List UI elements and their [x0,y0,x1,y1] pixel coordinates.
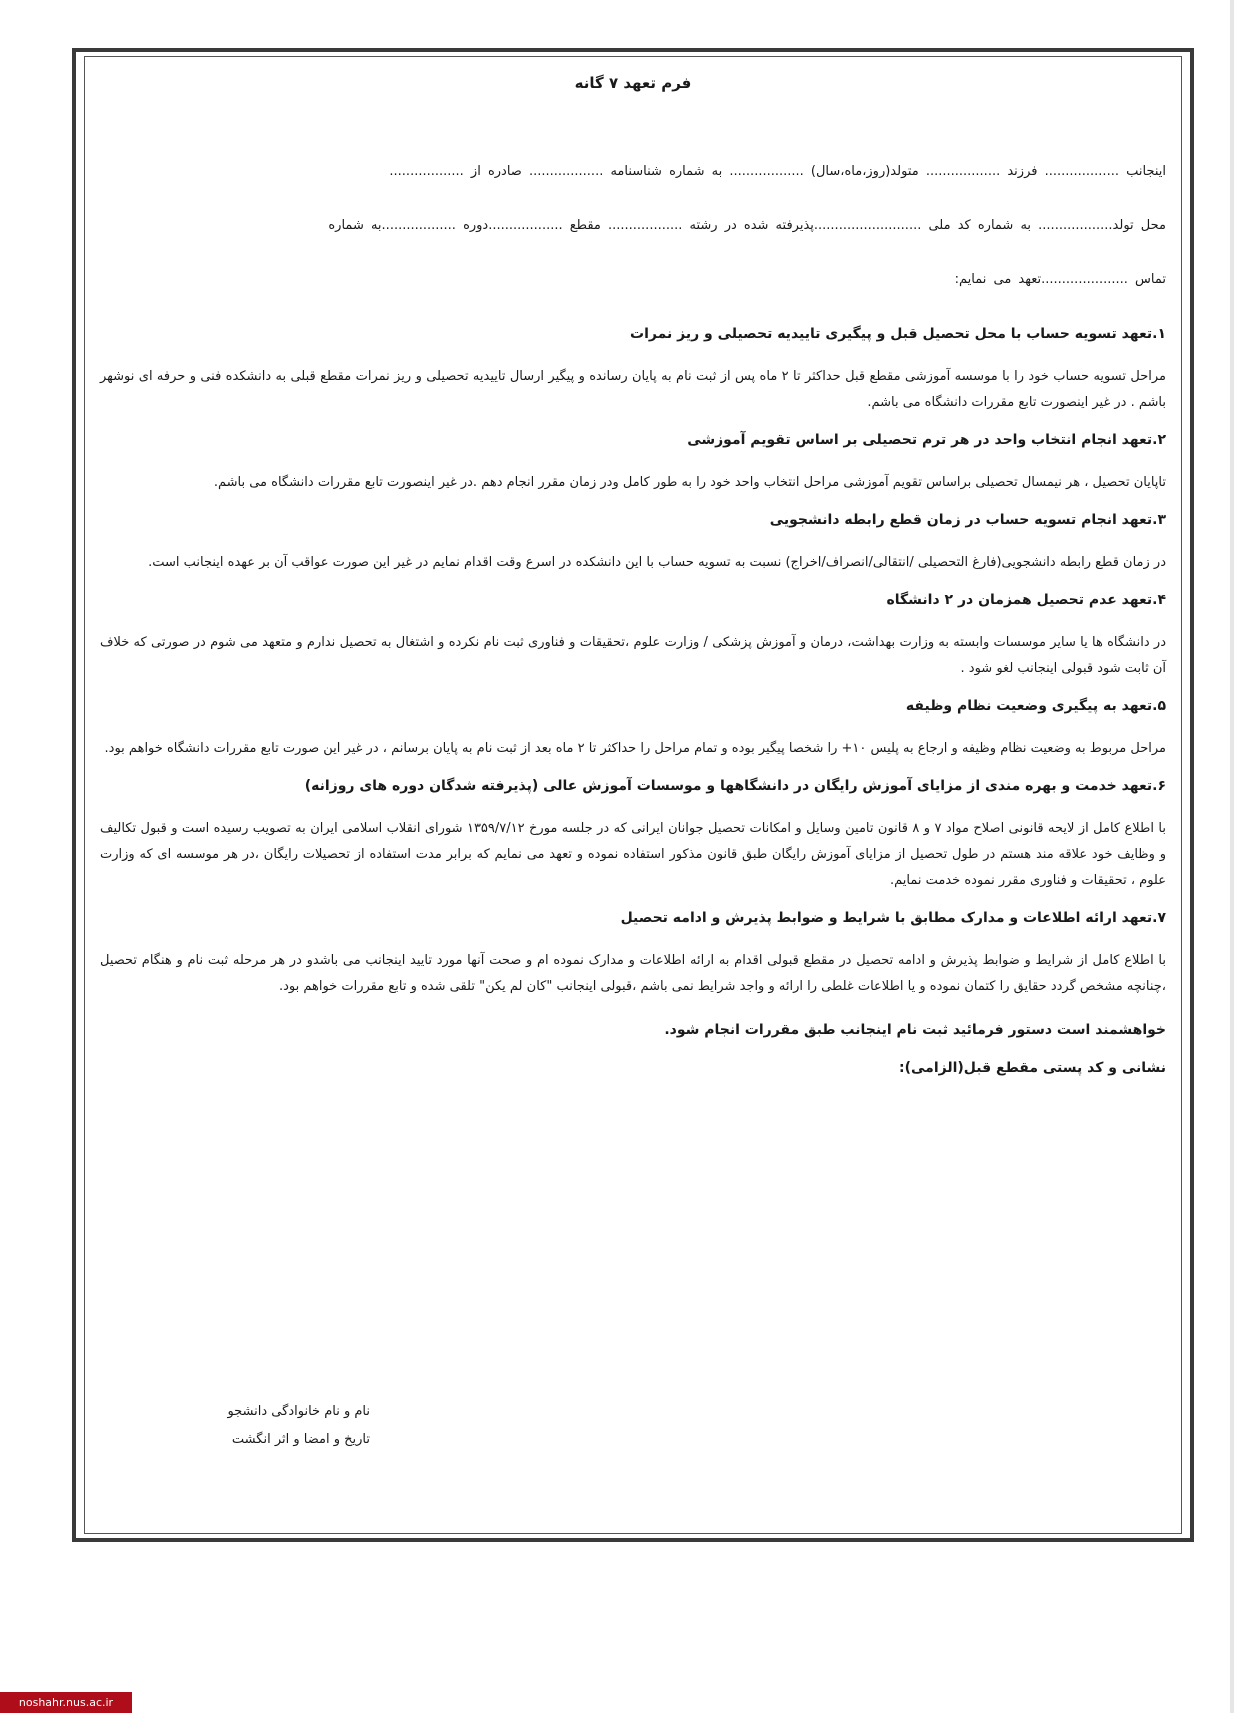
section-6 [100,778,1166,894]
section-2 [100,432,1166,496]
section-body: مراحل مربوط به وضعیت نظام وظیفه و ارجاع به پلیس ۱۰+ را شخصا پیگیر بوده و تمام مراحل را حداکثر تا ۲ ماه بعد از ثبت نام به پایان برسانم ، در غیر این صورت تابع مقررات دانشگاه خواهم بود. [104,741,1166,756]
section-title: ۷.تعهد ارائه اطلاعات و مدارک مطابق با شرایط و ضوابط پذیرش و ادامه تحصیل [620,910,1166,926]
section-body: با اطلاع کامل از لایحه قانونی اصلاح مواد ۷ و ۸ قانون تامین وسایل و امکانات تحصیل جوانان ایرانی که در جلسه مورخ ۱۳۵۹/۷/۱۲ شورای انقلاب اسلامی ایران به تصویب رسیده است و قبول تکالیف و وظایف خود علاقه مند هستم در طول تحصیل از مزایای آموزش رایگان طبق قانون مذکور استفاده نموده و تعهد می نمایم که برابر مدت استفاده از تحصیلات رایگان ،در هر موسسه ای که وزارت علوم ، تحقیقات و فناوری مقرر نموده خدمت نمایم. [100,821,1166,888]
section-5 [100,698,1166,762]
section-body: با اطلاع کامل از شرایط و ضوابط پذیرش و ادامه تحصیل در مقطع قبولی اقدام به ارائه اطلاعات و مدارک نموده ام و صحت آنها مورد تایید اینجانب می باشدو در هر مرحله ثبت نام و هنگام تحصیل ،چنانچه مشخص گردد حقایق را کتمان نموده و یا اطلاعات غلطی را ارائه و واجد شرایط نمی باشم ،قبولی اینجانب "کان لم یکن" تلقی شده و تابع مقررات خواهم بود. [100,953,1166,994]
scan-edge [1230,0,1234,1713]
section-body: در زمان قطع رابطه دانشجویی(فارغ التحصیلی /انتقالی/انصراف/اخراج) نسبت به تسویه حساب با این دانشکده در اسرع وقت اقدام نمایم در غیر این صورت عواقب آن بر عهده اینجانب است. [148,555,1166,570]
section-body: تاپایان تحصیل ، هر نیمسال تحصیلی براساس تقویم آموزشی مراحل انتخاب واحد خود را به طور کامل ودر زمان مقرر انجام دهم .در غیر اینصورت تابع مقررات دانشگاه می باشم. [213,475,1166,490]
date-signature-label: تاریخ و امضا و اثر انگشت [231,1432,370,1447]
address-label: نشانی و کد پستی مقطع قبل(الزامی): [899,1060,1166,1076]
section-1 [100,326,1166,416]
section-title: ۴.تعهد عدم تحصیل همزمان در ۲ دانشگاه [886,592,1166,608]
section-title: ۶.تعهد خدمت و بهره مندی از مزایای آموزش رایگان در دانشگاهها و موسسات آموزش عالی (پذیرفته شدگان دوره های روزانه) [304,778,1166,794]
section-title: ۵.تعهد به پیگیری وضعیت نظام وظیفه [905,698,1166,714]
section-body: در دانشگاه ها یا سایر موسسات وابسته به وزارت بهداشت، درمان و آموزش پزشکی / وزارت علوم ،تحقیقات و فناوری ثبت نام نکرده و اشتغال به تحصیل ندارم و متعهد می شوم در صورتی که خلاف آن ثابت شود قبولی اینجانب لغو شود . [100,635,1166,676]
form-content [100,60,1166,1076]
site-badge[interactable]: noshahr.nus.ac.ir [0,1692,132,1713]
section-title: ۳.تعهد انجام تسویه حساب در زمان قطع رابطه دانشجویی [769,512,1166,528]
section-3 [100,512,1166,576]
section-body: مراحل تسویه حساب خود را با موسسه آموزشی مقطع قبل حداکثر تا ۲ ماه پس از ثبت نام به پایان رسانده و پیگیر ارسال تاییدیه تحصیلی و ریز نمرات مقطع قبلی به دانشکده فنی و حرفه ای نوشهر باشم . در غیر اینصورت تابع مقررات دانشگاه می باشم. [100,369,1166,410]
section-title: ۲.تعهد انجام انتخاب واحد در هر ترم تحصیلی بر اساس تقویم آموزشی [687,432,1166,448]
info-line-1: اینجانب .................. فرزند .................. متولد(روز،ماه،سال) .................. به شماره شناسنامه .................. صادره از .................. [389,164,1166,179]
student-name-label: نام و نام خانوادگی دانشجو [227,1404,370,1419]
section-4 [100,592,1166,682]
form-title: فرم تعهد ۷ گانه [574,74,692,92]
signature-block [70,1398,370,1454]
section-title: ۱.تعهد تسویه حساب با محل تحصیل قبل و پیگیری تاییدیه تحصیلی و ریز نمرات [630,326,1166,342]
section-7 [100,910,1166,1000]
info-line-3: تماس .....................تعهد می نمایم: [954,272,1166,287]
closing-request: خواهشمند است دستور فرمائید ثبت نام اینجانب طبق مقررات انجام شود. [664,1022,1166,1038]
info-line-2: محل تولد.................. به شماره کد ملی ..........................پذیرفته شده در رشته .................. مقطع ..................دوره ..................به شماره [328,218,1166,233]
